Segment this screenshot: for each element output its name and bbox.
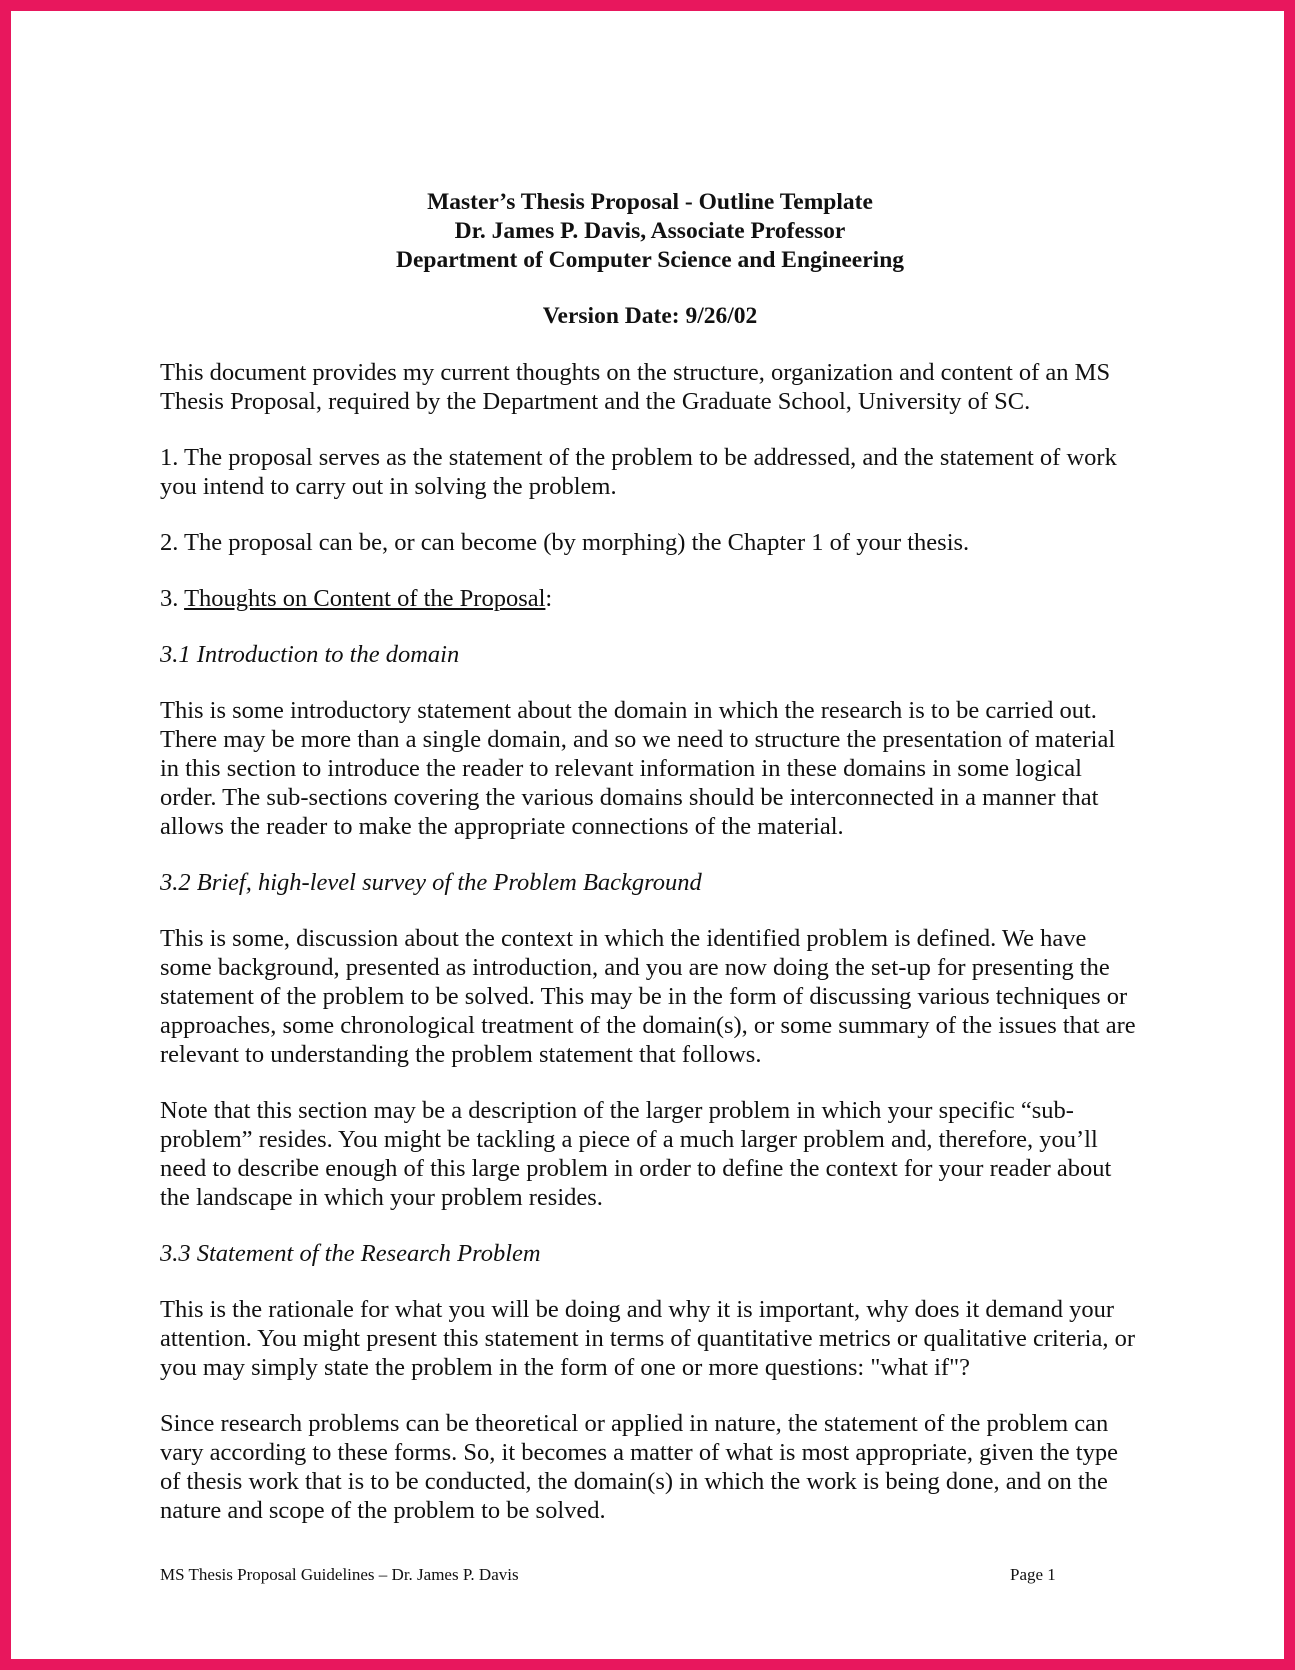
intro-paragraph: This document provides my current thoughts on the structure, organization and content of an MS Thesis Proposal, required by the Department and the Graduate School, University of SC. — [160, 359, 1111, 415]
section-3-2-paragraph-1: This is some, discussion about the context in which the identified problem is defined. We have some background, presented as introduction, and you are now doing the set-up for presenting the statement of the problem to be solved. This may be in the form of discussing various techniques or approaches, some chronological treatment of the domain(s), or some summary of the issues that are relevant to understanding the problem statement that follows. — [160, 925, 1136, 1068]
document-author: Dr. James P. Davis, Associate Professor — [454, 218, 846, 244]
page-number: Page 1 — [1010, 1565, 1056, 1584]
section-3-2-heading: 3.2 Brief, high-level survey of the Problem Background — [160, 869, 702, 896]
section-3-1-heading: 3.1 Introduction to the domain — [160, 641, 460, 668]
point-2-paragraph: 2. The proposal can be, or can become (by morphing) the Chapter 1 of your thesis. — [160, 529, 970, 556]
section-3-3-paragraph-2: Since research problems can be theoretical or applied in nature, the statement of the problem can vary according to these forms. So, it becomes a matter of what is most appropriate, given the type of thesis work that is to be conducted, the domain(s) in which the work is being done, and on the nature and scope of the problem to be solved. — [160, 1410, 1118, 1524]
section-3-3-heading: 3.3 Statement of the Research Problem — [160, 1240, 541, 1267]
document-department: Department of Computer Science and Engineering — [395, 247, 905, 273]
section-3-3-paragraph-1: This is the rationale for what you will be doing and why it is important, why does it demand your attention. You might present this statement in terms of quantitative metrics or qualitative criteria, or you may simply state the problem in the form of one or more questions: "what if"? — [160, 1296, 1136, 1381]
point-3-suffix: : — [545, 585, 553, 612]
document-title: Master’s Thesis Proposal - Outline Template — [427, 189, 873, 215]
footer-document-label: MS Thesis Proposal Guidelines – Dr. James P. Davis — [160, 1565, 519, 1584]
point-3-underlined-title: Thoughts on Content of the Proposal — [184, 585, 546, 612]
point-3-paragraph — [160, 584, 1140, 613]
document-page — [160, 188, 1140, 1525]
document-header — [160, 188, 1140, 275]
point-3-prefix: 3. — [160, 585, 185, 612]
version-date: Version Date: 9/26/02 — [542, 303, 758, 329]
section-3-1-paragraph: This is some introductory statement about the domain in which the research is to be carried out. There may be more than a single domain, and so we need to structure the presentation of material in this section to introduce the reader to relevant information in these domains in some logical order. The sub-sections covering the various domains should be interconnected in a manner that allows the reader to make the appropriate connections of the material. — [160, 697, 1116, 840]
point-1-paragraph: 1. The proposal serves as the statement of the problem to be addressed, and the statement of work you intend to carry out in solving the problem. — [160, 444, 1117, 500]
section-3-2-paragraph-2: Note that this section may be a description of the larger problem in which your specific “sub-problem” resides. You might be tackling a piece of a much larger problem and, therefore, you’ll need to describe enough of this large problem in order to define the context for your reader about the landscape in which your problem resides. — [160, 1097, 1112, 1211]
